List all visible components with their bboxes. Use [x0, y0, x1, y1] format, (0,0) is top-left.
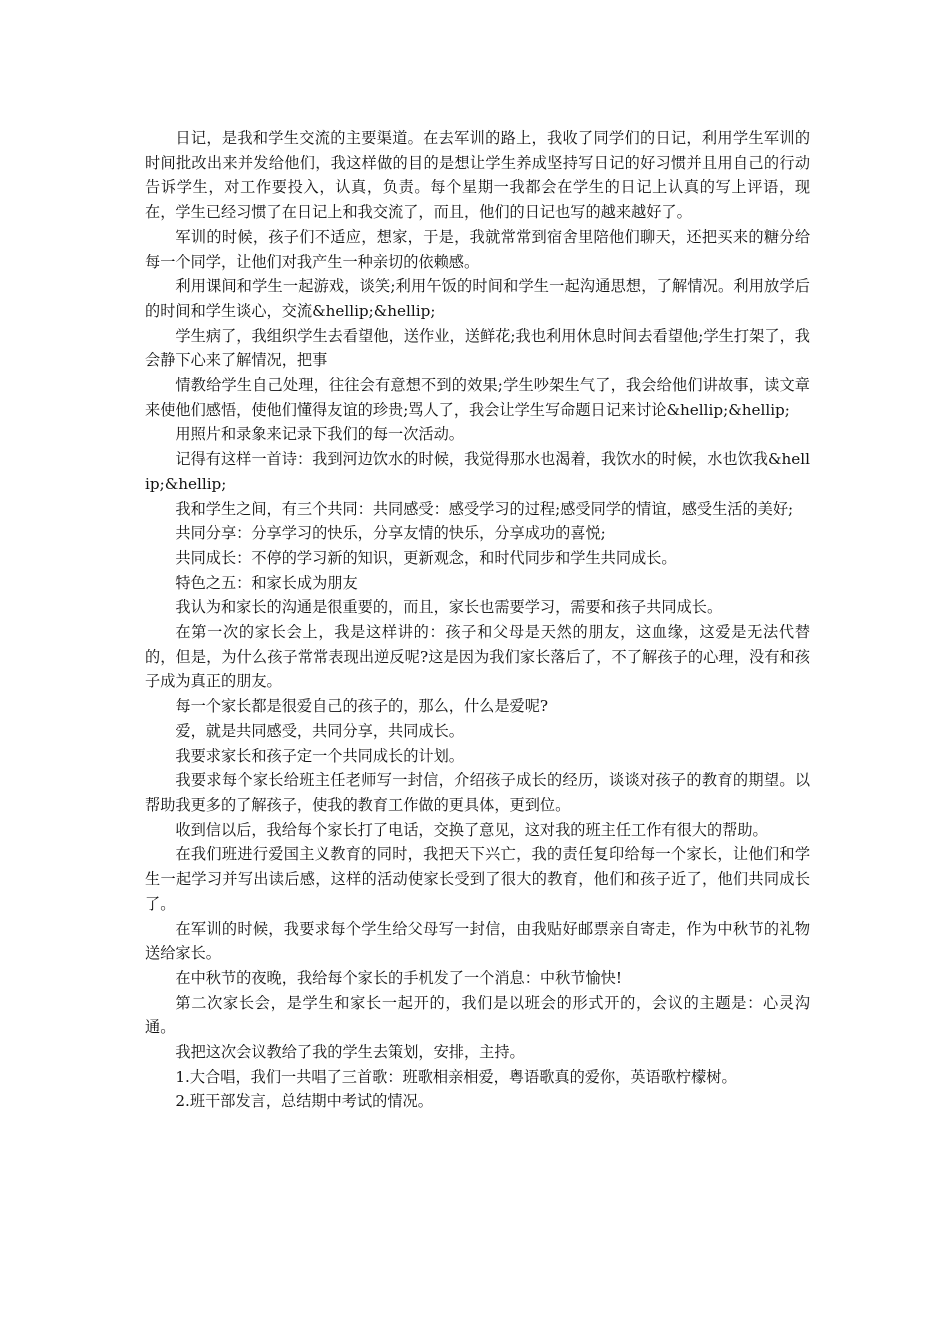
paragraph: 在中秋节的夜晚，我给每个家长的手机发了一个消息：中秋节愉快! — [175, 968, 622, 987]
list-item: 1.大合唱，我们一共唱了三首歌：班歌相亲相爱，粤语歌真的爱你，英语歌柠檬树。 — [175, 1067, 737, 1086]
paragraph: 我和学生之间，有三个共同：共同感受：感受学习的过程;感受同学的情谊，感受生活的美好; — [175, 499, 794, 518]
paragraph: 日记，是我和学生交流的主要渠道。在去军训的路上，我收了同学们的日记，利用学生军训的时间批改出来并发给他们，我这样做的目的是想让学生养成坚持写日记的好习惯并且用自己的行动告诉学生，对工作要投入，认真，负责。每个星期一我都会在学生的日记上认真的写上评语，现在，学生已经习惯了在日记上和我交流了，而且，他们的日记也写的越来越好了。 — [145, 129, 810, 222]
paragraph: 学生病了，我组织学生去看望他，送作业，送鲜花;我也利用休息时间去看望他;学生打架了，我会静下心来了解情况，把事 — [145, 326, 810, 370]
section-heading: 特色之五：和家长成为朋友 — [175, 573, 358, 592]
paragraph: 利用课间和学生一起游戏，谈笑;利用午饭的时间和学生一起沟通思想，了解情况。利用放学后的时间和学生谈心，交流&hellip;&hellip; — [145, 277, 810, 320]
paragraph: 我要求家长和孩子定一个共同成长的计划。 — [175, 746, 464, 765]
paragraph: 共同成长：不停的学习新的知识，更新观念，和时代同步和学生共同成长。 — [175, 548, 677, 567]
paragraph: 在第一次的家长会上，我是这样讲的：孩子和父母是天然的朋友，这血缘，这爱是无法代替的，但是，为什么孩子常常表现出逆反呢?这是因为我们家长落后了，不了解孩子的心理，没有和孩子成为真正的朋友。 — [145, 623, 810, 691]
paragraph: 第二次家长会，是学生和家长一起开的，我们是以班会的形式开的，会议的主题是：心灵沟通。 — [145, 993, 810, 1037]
paragraph: 军训的时候，孩子们不适应，想家，于是，我就常常到宿舍里陪他们聊天，还把买来的糖分给每一个同学，让他们对我产生一种亲切的依赖感。 — [145, 227, 810, 271]
paragraph: 在我们班进行爱国主义教育的同时，我把天下兴亡，我的责任复印给每一个家长，让他们和学生一起学习并写出读后感，这样的活动使家长受到了很大的教育，他们和孩子近了，他们共同成长了。 — [145, 845, 810, 913]
paragraph: 记得有这样一首诗：我到河边饮水的时候，我觉得那水也渴着，我饮水的时候，水也饮我&hellip;&hellip; — [145, 450, 810, 493]
paragraph: 共同分享：分享学习的快乐，分享友情的快乐，分享成功的喜悦; — [175, 524, 606, 543]
paragraph: 收到信以后，我给每个家长打了电话，交换了意见，这对我的班主任工作有很大的帮助。 — [175, 820, 768, 839]
paragraph: 我要求每个家长给班主任老师写一封信，介绍孩子成长的经历，谈谈对孩子的教育的期望。以帮助我更多的了解孩子，使我的教育工作做的更具体，更到位。 — [145, 771, 810, 814]
paragraph: 用照片和录象来记录下我们的每一次活动。 — [175, 425, 464, 444]
paragraph: 我把这次会议教给了我的学生去策划，安排，主持。 — [175, 1043, 525, 1062]
paragraph: 爱，就是共同感受，共同分享，共同成长。 — [175, 721, 464, 740]
paragraph: 每一个家长都是很爱自己的孩子的，那么，什么是爱呢? — [175, 697, 549, 716]
list-item: 2.班干部发言，总结期中考试的情况。 — [175, 1092, 433, 1111]
paragraph: 情教给学生自己处理，往往会有意想不到的效果;学生吵架生气了，我会给他们讲故事，读文章来使他们感悟，使他们懂得友谊的珍贵;骂人了，我会让学生写命题日记来讨论&hellip;&hellip; — [145, 376, 810, 419]
paragraph: 在军训的时候，我要求每个学生给父母写一封信，由我贴好邮票亲自寄走，作为中秋节的礼物送给家长。 — [145, 919, 810, 963]
document-page — [145, 126, 810, 1114]
paragraph: 我认为和家长的沟通是很重要的，而且，家长也需要学习，需要和孩子共同成长。 — [175, 598, 723, 617]
